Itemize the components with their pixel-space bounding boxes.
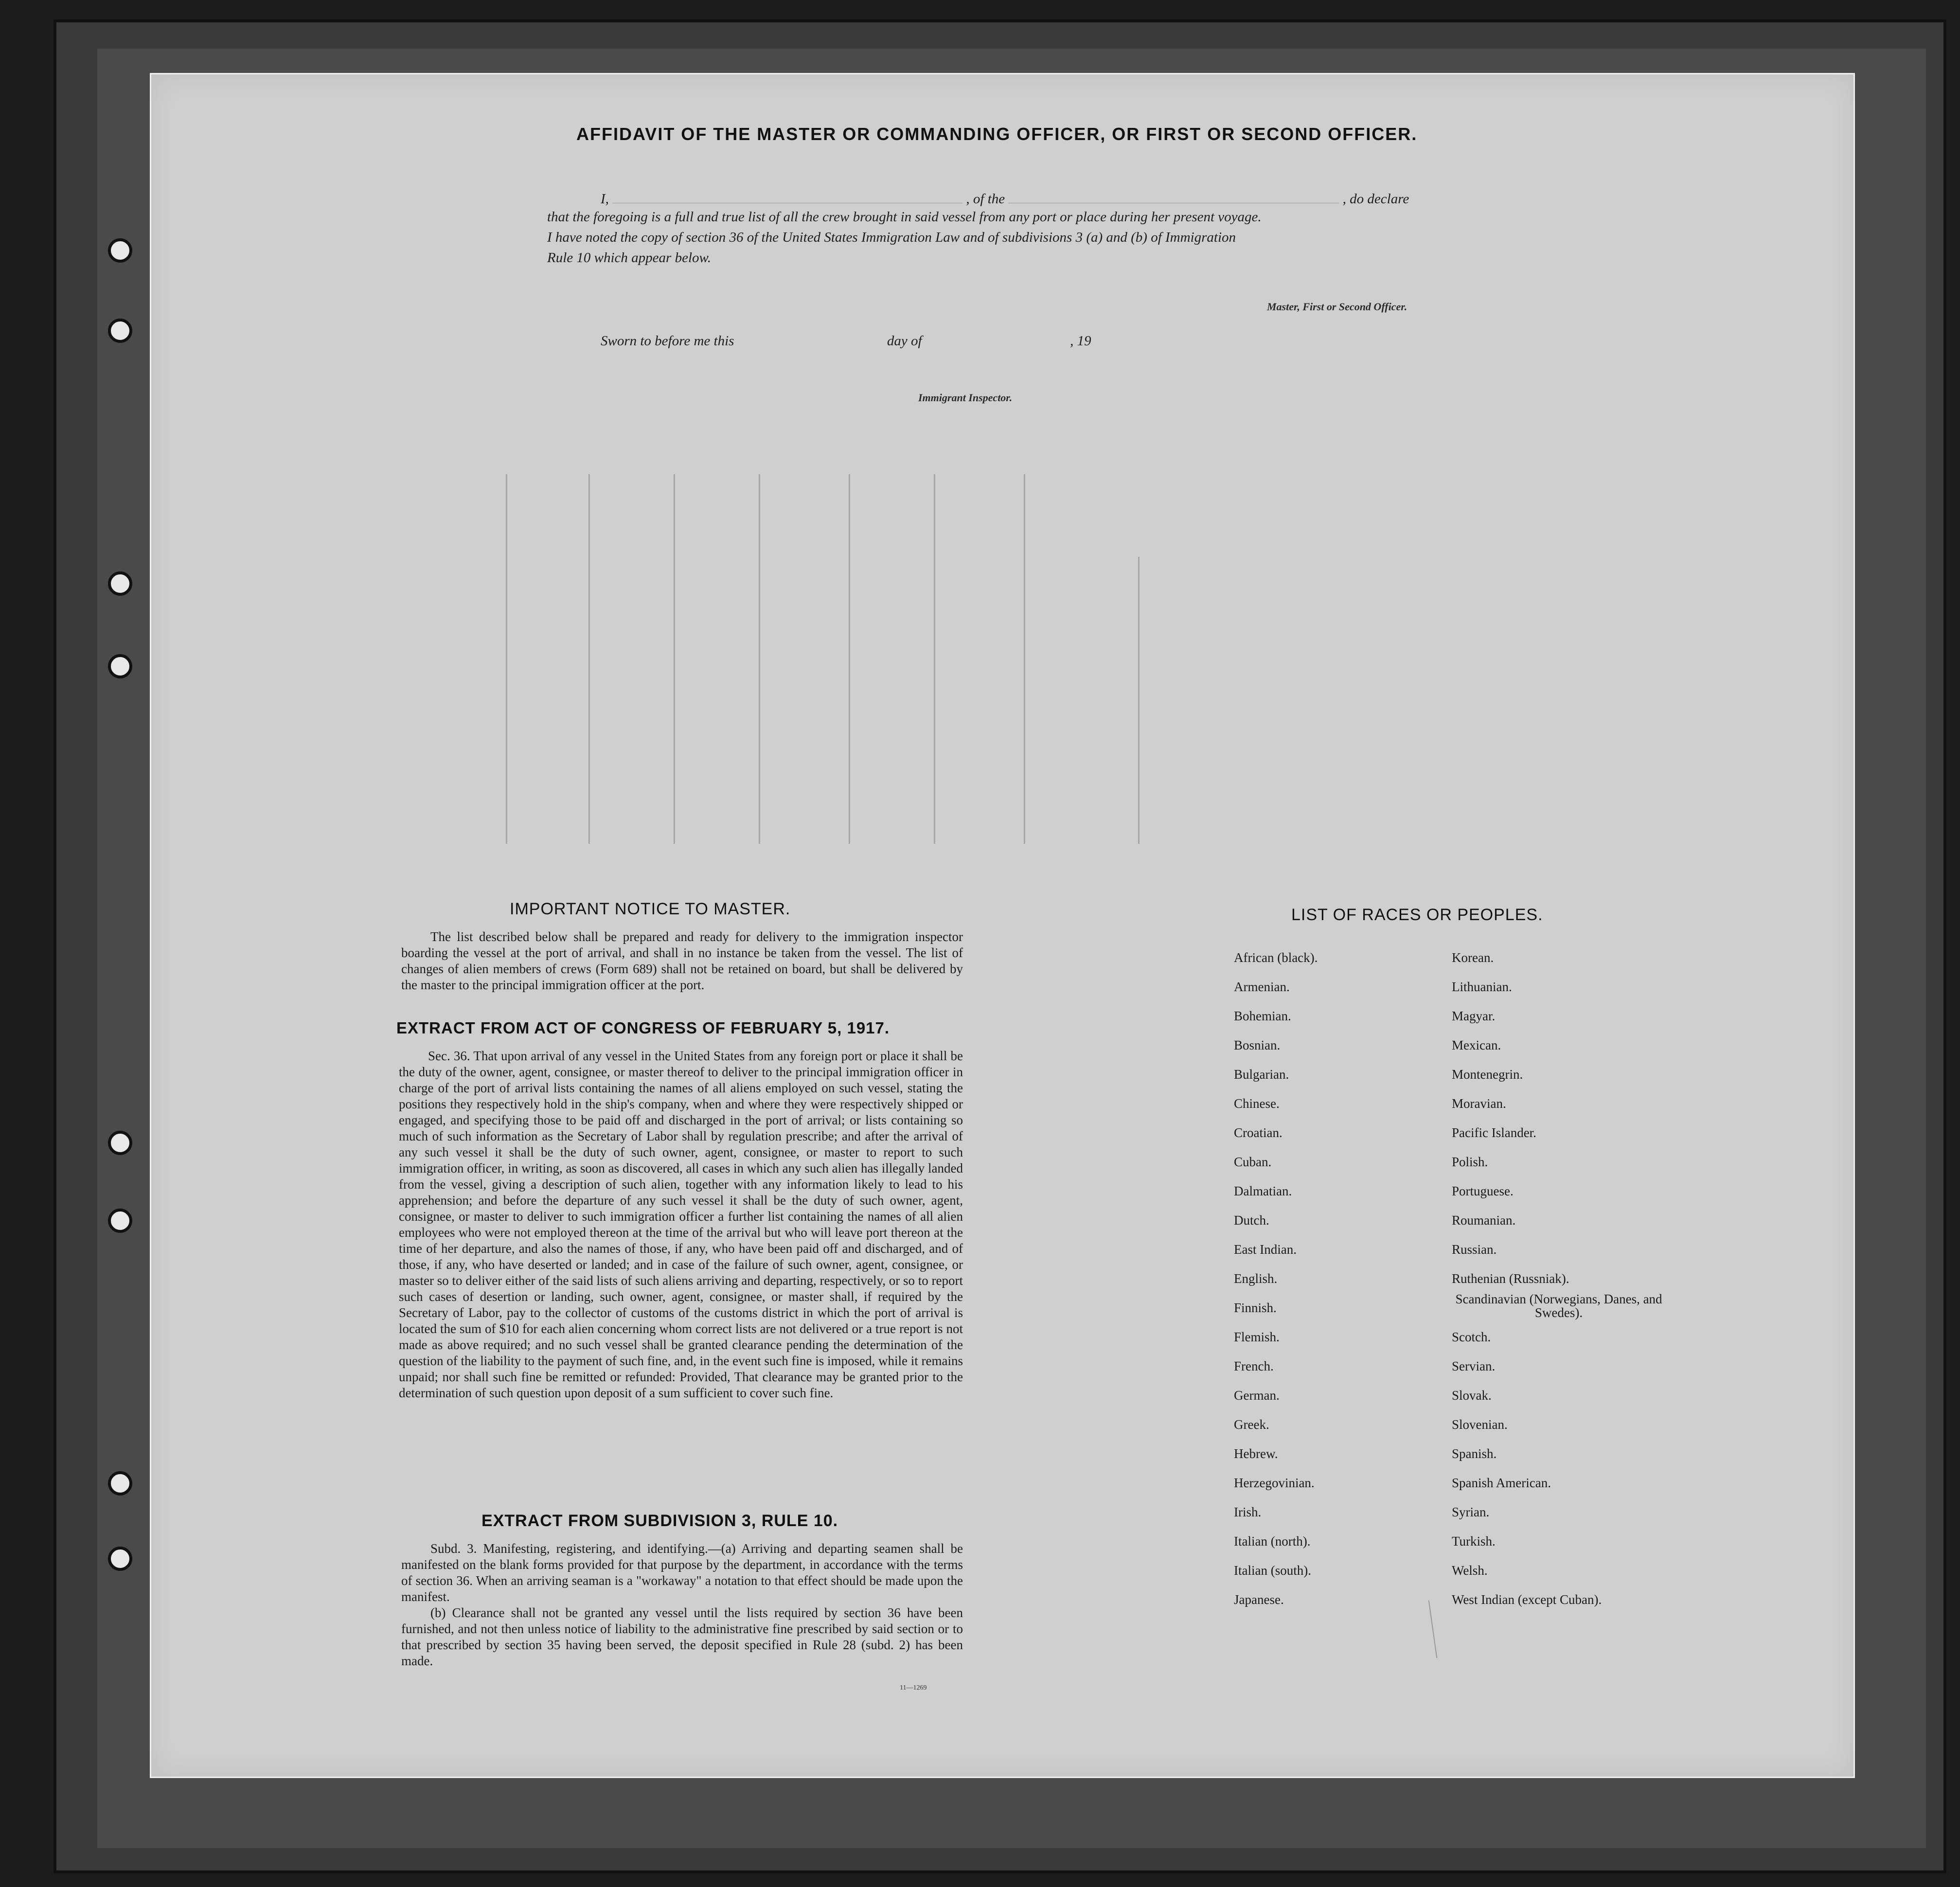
- binding-hole: [108, 1547, 132, 1571]
- binding-hole: [108, 238, 132, 263]
- race-item: German.: [1234, 1388, 1280, 1403]
- race-item: Slovak.: [1452, 1388, 1492, 1403]
- act-title: EXTRACT FROM ACT OF CONGRESS OF FEBRUARY 5, 1917.: [396, 1019, 890, 1037]
- act-paragraph: Sec. 36. That upon arrival of any vessel in the United States from any foreign port or place it shall be the duty of the owner, agent, consignee, or master thereof to deliver to the principal immigration officer in charge of the port of arrival lists containing the names of all aliens employed on such vessel, stating the positions they respectively hold in the ship's company, when and where they were respectively shipped or engaged, and specifying those to be paid off and discharged in the port of arrival; or lists containing so much of such information as the Secretary of Labor shall by regulation prescribe; and after the arrival of any such vessel it shall be the duty of such owner, agent, consignee, or master to report to such immigration officer, in writing, as soon as discovered, all cases in which any such alien has illegally landed from the vessel, giving a description of such alien, together with any information likely to lead to his apprehension; and before the departure of any such vessel it shall be the duty of such owner, agent, consignee, or master to deliver to such immigration officer a further list containing the names of all alien employees who were not employed thereon at the time of the arrival but who will leave port thereon at the time of her departure, and also the names of those, if any, who have been paid off and discharged, and of those, if any, who have deserted or landed; and in case of the failure of such owner, agent, consignee, or master so to deliver either of the said lists of such aliens arriving and departing, respectively, or so to report such cases of desertion or landing, such owner, agent, consignee, or master shall, if required by the Secretary of Labor, pay to the collector of customs of the customs district in which the port of arrival is located the sum of $10 for each alien concerning whom correct lists are not delivered or a true report is not made as above required; and no such vessel shall be granted clearance pending the determination of the question of the liability to the payment of such fine, and, in the event such fine is imposed, while it remains unpaid; nor shall such fine be remitted or refunded: Provided, That clearance may be granted prior to the determination of such question upon deposit of a sum sufficient to cover such fine.: [399, 1049, 963, 1400]
- rule-paragraph-a: Subd. 3. Manifesting, registering, and identifying.—(a) Arriving and departing seamen shall be manifested on the blank forms provided for that purpose by the department, in accordance with the terms of section 36. When an arriving seaman is a "workaway" a notation to that effect should be made upon the manifest.: [401, 1541, 963, 1604]
- affidavit-line-1: [601, 189, 1409, 207]
- race-item: Bulgarian.: [1234, 1067, 1289, 1082]
- race-item: Slovenian.: [1452, 1417, 1508, 1432]
- rule-title: EXTRACT FROM SUBDIVISION 3, RULE 10.: [481, 1512, 838, 1530]
- race-item: Dutch.: [1234, 1213, 1269, 1228]
- race-item: Bosnian.: [1234, 1038, 1281, 1052]
- name-blank[interactable]: [612, 189, 962, 203]
- day-of-label: day of: [887, 333, 922, 349]
- race-item: Scotch.: [1452, 1330, 1491, 1344]
- officer-signature-label: Master, First or Second Officer.: [1267, 301, 1408, 313]
- race-item: West Indian (except Cuban).: [1452, 1592, 1602, 1607]
- race-item: East Indian.: [1234, 1242, 1297, 1257]
- affidavit-i-label: I,: [601, 191, 609, 207]
- race-item: Italian (north).: [1234, 1534, 1311, 1549]
- race-item: Montenegrin.: [1452, 1067, 1523, 1082]
- race-item: Moravian.: [1452, 1096, 1506, 1111]
- races-title: LIST OF RACES OR PEOPLES.: [1291, 906, 1543, 924]
- race-item: Armenian.: [1234, 979, 1290, 994]
- affidavit-line-3: I have noted the copy of section 36 of the United States Immigration Law and of subdivisions 3 (a) and (b) of Immigration: [547, 230, 1236, 245]
- affidavit-declare-label: , do declare: [1342, 191, 1409, 207]
- affidavit-line-2: that the foregoing is a full and true list of all the crew brought in said vessel from any port or place during her present voyage.: [547, 209, 1262, 225]
- race-item: Polish.: [1452, 1155, 1488, 1169]
- ruling-line: [849, 474, 850, 844]
- race-item: Russian.: [1452, 1242, 1497, 1257]
- day-blank[interactable]: [738, 331, 884, 345]
- race-item: Croatian.: [1234, 1125, 1283, 1140]
- rule-paragraph-b: (b) Clearance shall not be granted any vessel until the lists required by section 36 have been furnished, and not then unless notice of liability to the administrative fine prescribed by said section or to that prescribed by section 35 having been served, the deposit specified in Rule 28 (subd. 2) has been made.: [401, 1605, 963, 1668]
- race-item: Korean.: [1452, 950, 1494, 965]
- race-item: Lithuanian.: [1452, 979, 1512, 994]
- binding-hole: [108, 1209, 132, 1233]
- race-item: Bohemian.: [1234, 1009, 1291, 1023]
- ruling-line: [506, 474, 507, 844]
- race-item: Magyar.: [1452, 1009, 1496, 1023]
- rule-text: [401, 1541, 963, 1669]
- sworn-line: [601, 331, 1091, 349]
- race-item: English.: [1234, 1271, 1278, 1286]
- binding-hole: [108, 654, 132, 678]
- notice-paragraph: The list described below shall be prepared and ready for delivery to the immigration inspector boarding the vessel at the port of arrival, and shall in no instance be taken from the vessel. The list of changes of alien members of crews (Form 689) shall not be retained on board, but shall be delivered by the master to the principal immigration officer at the port.: [401, 929, 963, 992]
- race-item: Ruthenian (Russniak).: [1452, 1271, 1569, 1286]
- race-item: Hebrew.: [1234, 1446, 1278, 1461]
- sworn-label: Sworn to before me this: [601, 333, 734, 349]
- ruling-line: [1138, 557, 1140, 844]
- binding-hole: [108, 319, 132, 343]
- notice-text: [401, 929, 963, 993]
- ruling-line: [759, 474, 760, 844]
- race-item: African (black).: [1234, 950, 1318, 965]
- month-blank[interactable]: [926, 331, 1067, 345]
- race-item: Mexican.: [1452, 1038, 1501, 1052]
- race-item: Welsh.: [1452, 1563, 1488, 1578]
- affidavit-title: AFFIDAVIT OF THE MASTER OR COMMANDING OFFICER, OR FIRST OR SECOND OFFICER.: [576, 124, 1418, 144]
- binding-hole: [108, 571, 132, 596]
- binding-hole: [108, 1471, 132, 1495]
- race-item: Finnish.: [1234, 1300, 1277, 1315]
- race-item: Herzegovinian.: [1234, 1476, 1315, 1490]
- race-item: Scandinavian (Norwegians, Danes, and Swedes).: [1455, 1292, 1662, 1320]
- race-item: Servian.: [1452, 1359, 1496, 1373]
- ruling-line: [1024, 474, 1025, 844]
- race-item: Japanese.: [1234, 1592, 1284, 1607]
- race-item: Cuban.: [1234, 1155, 1272, 1169]
- ruling-line: [588, 474, 590, 844]
- race-item: Syrian.: [1452, 1505, 1490, 1519]
- race-item: Spanish American.: [1452, 1476, 1551, 1490]
- race-item: Chinese.: [1234, 1096, 1280, 1111]
- ruling-line: [674, 474, 675, 844]
- race-item: Portuguese.: [1452, 1184, 1514, 1198]
- affidavit-of-label: , of the: [966, 191, 1005, 207]
- race-item: Flemish.: [1234, 1330, 1280, 1344]
- notice-title: IMPORTANT NOTICE TO MASTER.: [510, 900, 791, 918]
- vessel-blank[interactable]: [1008, 189, 1339, 203]
- race-item: Dalmatian.: [1234, 1184, 1292, 1198]
- binding-hole: [108, 1131, 132, 1155]
- form-number: 11—1269: [900, 1684, 927, 1691]
- race-item: Roumanian.: [1452, 1213, 1516, 1228]
- inspector-label: Immigrant Inspector.: [918, 392, 1013, 404]
- ruling-line: [934, 474, 935, 844]
- race-item: Greek.: [1234, 1417, 1269, 1432]
- race-item: Pacific Islander.: [1452, 1125, 1536, 1140]
- race-item: Spanish.: [1452, 1446, 1497, 1461]
- year-label: , 19: [1070, 333, 1091, 349]
- act-text: [399, 1048, 963, 1401]
- race-item: French.: [1234, 1359, 1274, 1373]
- race-item: Irish.: [1234, 1505, 1262, 1519]
- race-item: Turkish.: [1452, 1534, 1496, 1549]
- race-item: Italian (south).: [1234, 1563, 1311, 1578]
- affidavit-line-4: Rule 10 which appear below.: [547, 250, 711, 266]
- manifest-page: [150, 73, 1855, 1778]
